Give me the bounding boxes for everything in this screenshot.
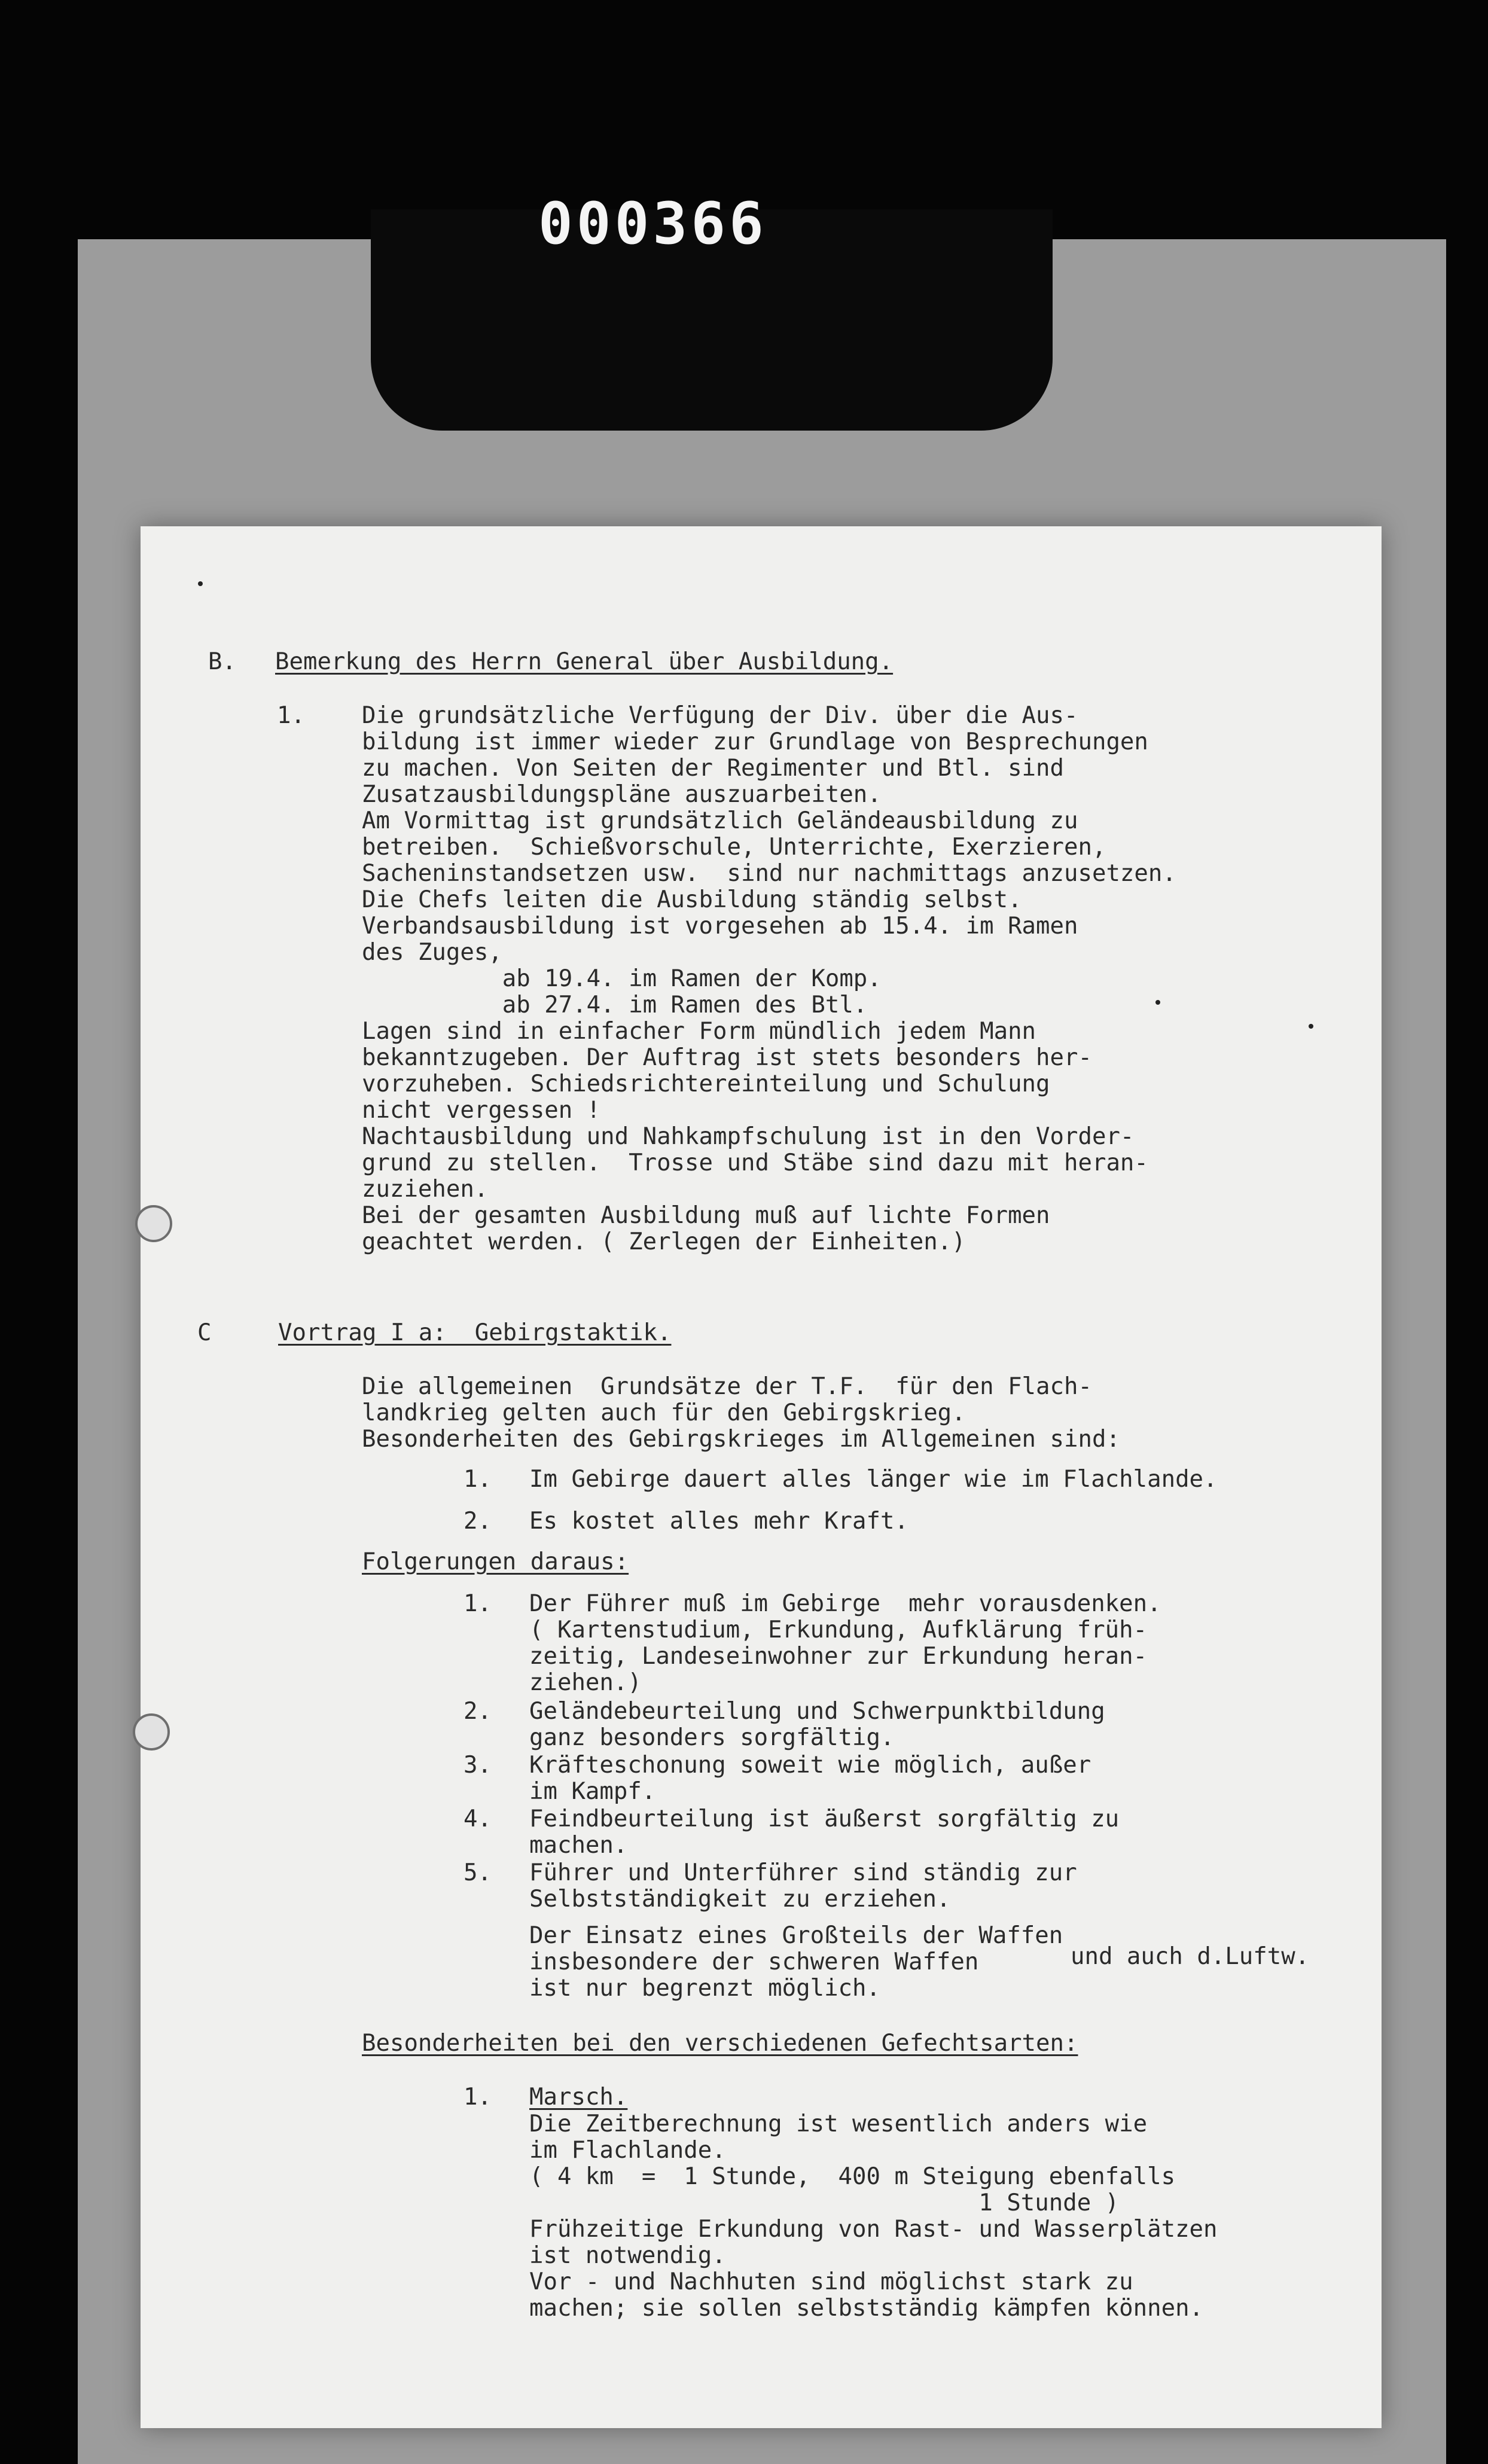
section-b-letter: B. [208,648,236,675]
section-c-letter: C [197,1319,212,1346]
handwritten-insert: und auch d.Luftw. [1071,1943,1310,1970]
list-item: ziehen.) [529,1669,642,1696]
archive-number: 000366 [538,190,767,257]
text-line: Verbandsausbildung ist vorgesehen ab 15.4. im Ramen [362,913,1078,940]
text-line: ab 19.4. im Ramen der Komp. [362,965,882,992]
text-line: im Flachlande. [529,2137,726,2164]
text-line: Die Zeitberechnung ist wesentlich anders wie [529,2111,1148,2137]
march-title: Marsch. [529,2084,628,2111]
text-line: ist nur begrenzt möglich. [529,1975,880,2002]
text-line: Am Vormittag ist grundsätzlich Geländeausbildung zu [362,807,1078,834]
list-item: im Kampf. [529,1778,656,1805]
text-line: 1 Stunde ) [529,2189,1120,2216]
text-line: ist notwendig. [529,2242,726,2269]
text-line: bekanntzugeben. Der Auftrag ist stets besonders her- [362,1044,1092,1071]
text-line: Zusatzausbildungspläne auszuarbeiten. [362,781,882,808]
list-number: 5. [464,1859,492,1886]
list-number: 1. [464,2084,492,2111]
text-line: Nachtausbildung und Nahkampfschulung ist in den Vorder- [362,1123,1135,1150]
text-line: insbesondere der schweren Waffen [529,1948,979,1975]
text-line: bildung ist immer wieder zur Grundlage von Besprechungen [362,728,1148,755]
punch-hole [133,1713,170,1751]
list-item: Im Gebirge dauert alles länger wie im Flachlande. [529,1466,1218,1493]
text-line: grund zu stellen. Trosse und Stäbe sind dazu mit heran- [362,1149,1148,1176]
list-item: Es kostet alles mehr Kraft. [529,1508,908,1535]
text-line: Die Chefs leiten die Ausbildung ständig selbst. [362,886,1022,913]
list-number: 4. [464,1806,492,1832]
speck [198,581,203,586]
text-line: vorzuheben. Schiedsrichtereinteilung und Schulung [362,1071,1050,1097]
text-line: Die allgemeinen Grundsätze der T.F. für den Flach- [362,1373,1092,1400]
speck [1309,1024,1313,1029]
list-item: Geländebeurteilung und Schwerpunktbildung [529,1698,1105,1725]
text-line: Die grundsätzliche Verfügung der Div. über die Aus- [362,702,1078,729]
section-b-heading: Bemerkung des Herrn General über Ausbildung. [275,648,894,675]
text-line: des Zuges, [362,939,502,966]
text-line: ( 4 km = 1 Stunde, 400 m Steigung ebenfalls [529,2163,1176,2190]
combat-heading: Besonderheiten bei den verschiedenen Gefechtsarten: [362,2030,1078,2057]
text-line: Sacheninstandsetzen usw. sind nur nachmittags anzusetzen. [362,860,1176,887]
text-line: Lagen sind in einfacher Form mündlich jedem Mann [362,1018,1036,1045]
text-line: ab 27.4. im Ramen des Btl. [362,992,868,1018]
list-item: ganz besonders sorgfältig. [529,1724,895,1751]
list-number: 1. [464,1466,492,1493]
text-line: zuziehen. [362,1176,489,1203]
text-line: landkrieg gelten auch für den Gebirgskrieg. [362,1399,966,1426]
list-number: 2. [464,1508,492,1535]
text-line: geachtet werden. ( Zerlegen der Einheiten.) [362,1228,966,1255]
conclusions-heading: Folgerungen daraus: [362,1548,629,1575]
document-page [141,526,1382,2428]
list-item: machen. [529,1832,628,1859]
list-number: 3. [464,1752,492,1779]
text-line: Frühzeitige Erkundung von Rast- und Wasserplätzen [529,2216,1218,2243]
text-line: zu machen. Von Seiten der Regimenter und Btl. sind [362,755,1064,782]
text-line: Bei der gesamten Ausbildung muß auf lichte Formen [362,1202,1050,1229]
list-item: Selbstständigkeit zu erziehen. [529,1886,951,1913]
list-item: Kräfteschonung soweit wie möglich, außer [529,1752,1091,1779]
list-item: Der Führer muß im Gebirge mehr vorausdenken. [529,1590,1161,1617]
list-item: ( Kartenstudium, Erkundung, Aufklärung früh- [529,1617,1148,1643]
list-item: Führer und Unterführer sind ständig zur [529,1859,1077,1886]
text-line: Vor - und Nachhuten sind möglichst stark zu [529,2268,1133,2295]
list-item: zeitig, Landeseinwohner zur Erkundung heran- [529,1643,1148,1670]
text-line: betreiben. Schießvorschule, Unterrichte, Exerzieren, [362,834,1106,861]
speck [1155,1000,1160,1005]
punch-hole [135,1205,172,1242]
text-line: machen; sie sollen selbstständig kämpfen können. [529,2295,1204,2322]
text-line: nicht vergessen ! [362,1097,601,1124]
list-item: Feindbeurteilung ist äußerst sorgfältig zu [529,1806,1120,1832]
list-number: 1. [464,1590,492,1617]
section-c-heading: Vortrag I a: Gebirgstaktik. [278,1319,672,1346]
item-b1-number: 1. [277,702,305,729]
text-line: Der Einsatz eines Großteils der Waffen [529,1922,1063,1949]
text-line: Besonderheiten des Gebirgskrieges im Allgemeinen sind: [362,1426,1120,1453]
list-number: 2. [464,1698,492,1725]
